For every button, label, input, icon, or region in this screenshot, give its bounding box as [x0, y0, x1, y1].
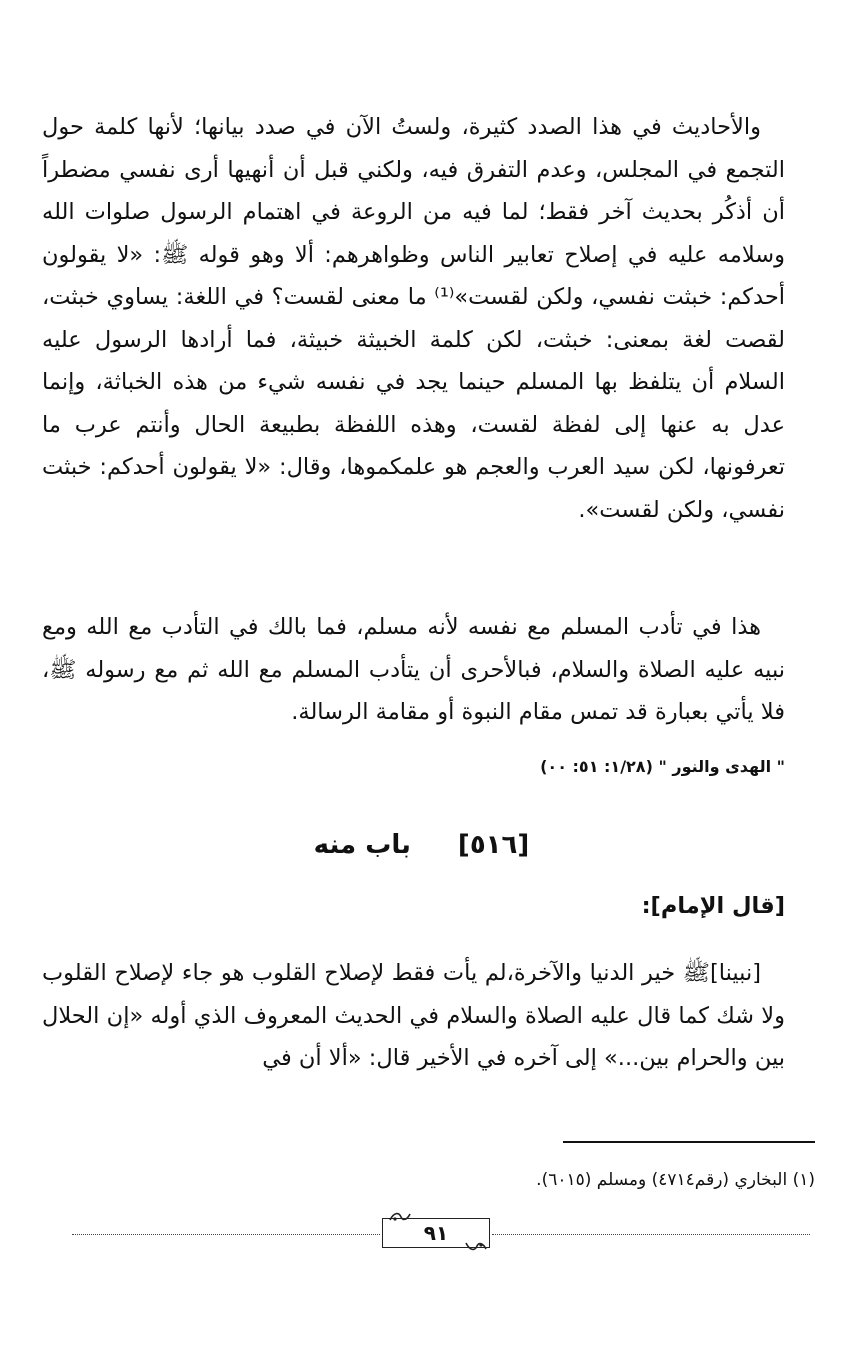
- section-title: باب منه: [313, 830, 411, 860]
- body-paragraph-3: [42, 952, 785, 1080]
- footer-dotted-line-left: [72, 1234, 380, 1235]
- paragraph-text: والأحاديث في هذا الصدد كثيرة، ولستُ الآن في صدد بيانها؛ لأنها كلمة حول التجمع في المجلس، وعدم التفرق فيه، ولكني قبل أن أنهيها أرى نفسي مضطراً أن أذكُر بحديث آخر فقط؛ لما فيه من الروعة في اهتمام الرسول صلوات الله وسلامه عليه في إصلاح تعابير الناس وظواهرهم: ألا وهو قوله ﷺ: «لا يقولون أحدكم: خبثت نفسي، ولكن لقست»⁽¹⁾ ما معنى لقست؟ في اللغة: يساوي خبثت، لقصت لغة بمعنى: خبثت، لكن كلمة الخبيثة خبيثة، فما أرادها الرسول عليه السلام أن يتلفظ بها المسلم حينما يجد في نفسه شيء من هذه الخباثة، وإنما عدل به عنها إلى لفظة لقست، وهذه اللفظة بطبيعة الحال وأنتم عرب ما تعرفونها، لكن سيد العرب والعجم هو علمكموها، وقال: «لا يقولون أحدكم: خبثت نفسي، ولكن لقست».: [42, 114, 785, 523]
- body-paragraph-2: [42, 606, 785, 734]
- speaker-label: [قال الإمام]:: [641, 893, 785, 919]
- source-citation: " الهدى والنور " (١/٢٨: ٥١: ٠٠): [540, 757, 785, 776]
- footer-dotted-line-right: [492, 1234, 810, 1235]
- ornament-icon: [465, 1239, 487, 1253]
- body-paragraph-1: [42, 106, 785, 531]
- page-number-frame: [382, 1218, 490, 1248]
- page-number: ٩١: [423, 1221, 449, 1245]
- footnote-divider: [563, 1141, 815, 1143]
- section-heading: [0, 820, 843, 870]
- paragraph-text: [نبينا]ﷺ خير الدنيا والآخرة،لم يأت فقط لإصلاح القلوب هو جاء لإصلاح القلوب ولا شك كما قال عليه الصلاة والسلام في الحديث المعروف الذي أوله «إن الحلال بين والحرام بين...» إلى آخره في الأخير قال: «ألا أن في: [42, 960, 785, 1071]
- footnote: (١) البخاري (رقم٤٧١٤) ومسلم (٦٠١٥).: [536, 1170, 815, 1190]
- section-number: [٥١٦]: [457, 830, 530, 860]
- paragraph-text: هذا في تأدب المسلم مع نفسه لأنه مسلم، فما بالك في التأدب مع الله ومع نبيه عليه الصلاة والسلام، فبالأحرى أن يتأدب المسلم مع الله ثم مع رسوله ﷺ، فلا يأتي بعبارة قد تمس مقام النبوة أو مقامة الرسالة.: [42, 614, 785, 725]
